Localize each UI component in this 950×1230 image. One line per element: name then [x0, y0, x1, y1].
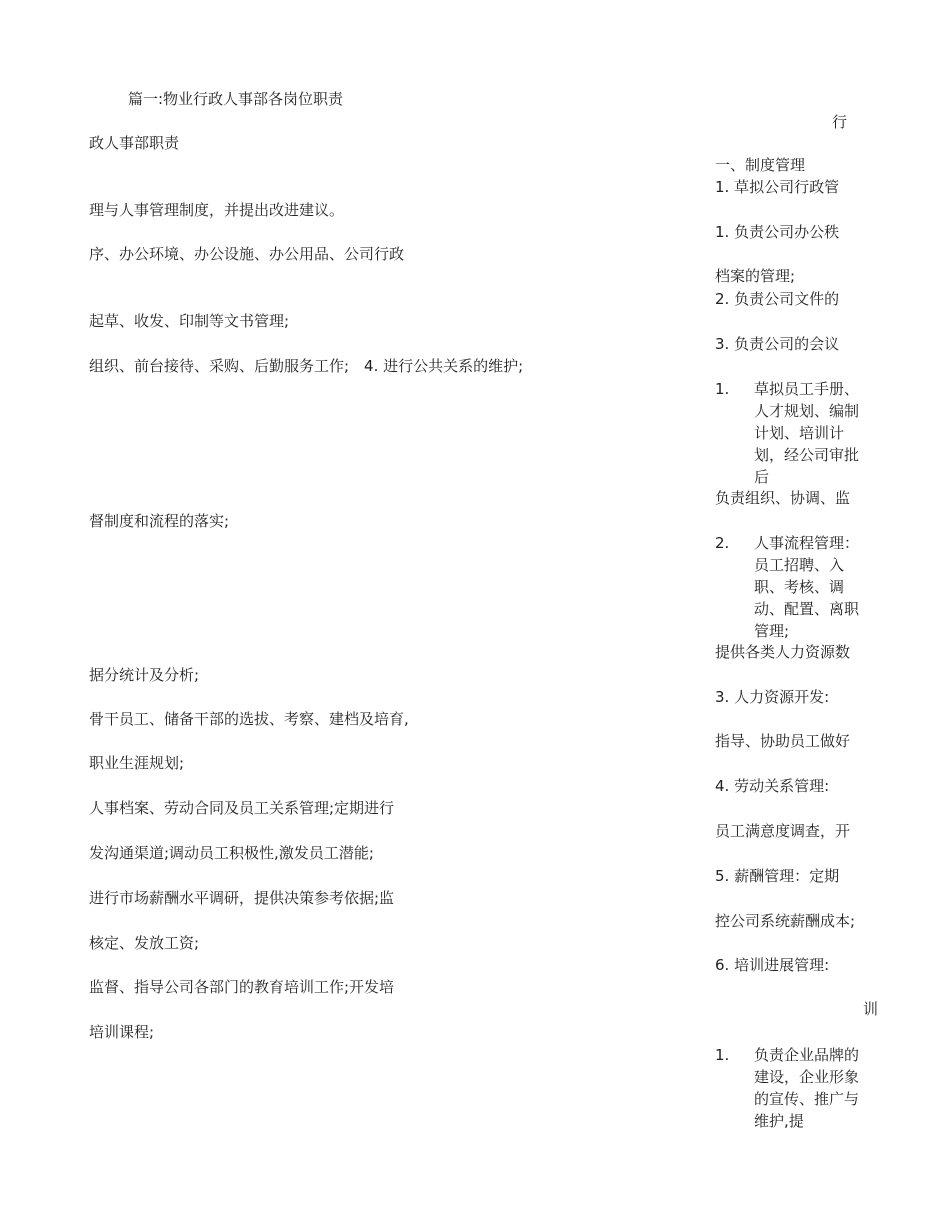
list-item-number: 1. — [715, 380, 730, 398]
text-line: 核定、发放工资; — [89, 934, 200, 952]
text-line: 据分统计及分析; — [89, 666, 200, 684]
text-line: 3. 负责公司的会议 — [715, 335, 840, 353]
list-item-number: 2. — [715, 534, 730, 552]
text-line: 1. 草拟公司行政管 — [715, 178, 840, 196]
text-line: 督制度和流程的落实; — [89, 512, 230, 530]
text-line: 起草、收发、印制等文书管理; — [89, 312, 290, 330]
text-line: 发沟通渠道;调动员工积极性,激发员工潜能; — [89, 844, 374, 862]
text-line: 理与人事管理制度，并提出改进建议。 — [89, 201, 345, 219]
text-line: 3. 人力资源开发: — [715, 688, 830, 706]
text-line: 监督、指导公司各部门的教育培训工作;开发培 — [89, 978, 395, 996]
text-line: 2. 负责公司文件的 — [715, 290, 840, 308]
text-line: 人事档案、劳动合同及员工关系管理;定期进行 — [89, 799, 395, 817]
text-line: 政人事部职责 — [89, 134, 180, 152]
text-line: 序、办公环境、办公设施、办公用品、公司行政 — [89, 245, 405, 263]
text-line: 训 — [863, 1000, 879, 1018]
text-line: 档案的管理; — [715, 267, 796, 285]
list-item-text: 草拟员工手册、人才规划、编制计划、培训计划，经公司审批后 — [754, 380, 860, 486]
text-line: 5. 薪酬管理：定期 — [715, 867, 840, 885]
text-line: 行 — [832, 113, 848, 131]
text-line: 指导、协助员工做好 — [715, 732, 851, 750]
text-line: 负责组织、协调、监 — [715, 489, 851, 507]
text-line: 培训课程; — [89, 1023, 155, 1041]
text-line: 控公司系统薪酬成本; — [715, 912, 856, 930]
text-line: 1. 负责公司办公秩 — [715, 223, 840, 241]
text-line: 职业生涯规划; — [89, 754, 185, 772]
text-line: 组织、前台接待、采购、后勤服务工作; 4. 进行公共关系的维护; — [89, 357, 524, 375]
list-item-text: 负责企业品牌的建设，企业形象的宣传、推广与维护,提 — [754, 1046, 860, 1130]
text-line: 4. 劳动关系管理: — [715, 777, 830, 795]
section-heading: 一、制度管理 — [715, 156, 806, 174]
document-title: 篇一:物业行政人事部各岗位职责 — [128, 90, 344, 108]
text-line: 提供各类人力资源数 — [715, 643, 851, 661]
text-line: 进行市场薪酬水平调研，提供决策参考依据;监 — [89, 889, 395, 907]
text-line: 员工满意度调查，开 — [715, 822, 851, 840]
text-line: 骨干员工、储备干部的选拔、考察、建档及培育, — [89, 710, 409, 728]
list-item-text: 人事流程管理：员工招聘、入职、考核、调动、配置、离职管理; — [754, 534, 860, 640]
text-line: 6. 培训进展管理: — [715, 956, 830, 974]
list-item-number: 1. — [715, 1046, 730, 1064]
